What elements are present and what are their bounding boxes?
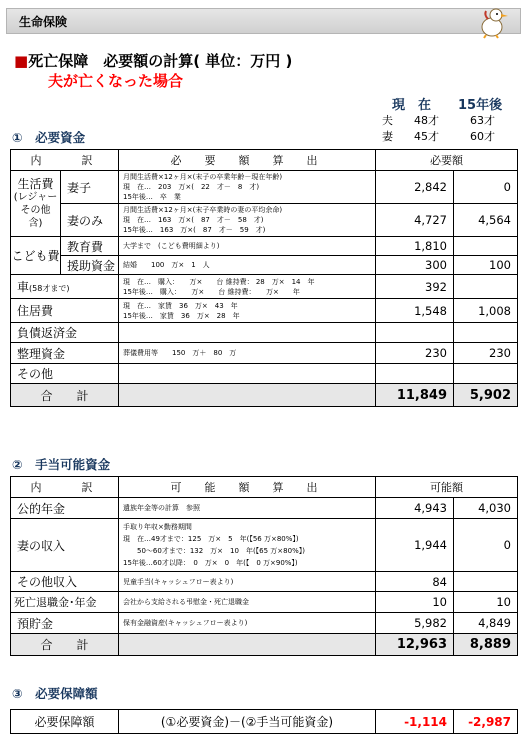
row-label: 妻の収入 xyxy=(11,519,119,572)
living-cost-label: 生活費 (レジャー その他 含) xyxy=(11,171,61,237)
section-required-funds-title: ① 必要資金 xyxy=(12,130,86,145)
row-15: 1,008 xyxy=(454,299,518,323)
total-row xyxy=(11,634,518,656)
row-calc: 葬儀費用等 150 万＋ 80 万 xyxy=(119,343,376,364)
column-now: 現 在 xyxy=(392,98,432,113)
head-item: 内 訳 xyxy=(11,150,119,171)
row-now: 1,548 xyxy=(376,299,454,323)
wife-label: 妻 xyxy=(382,130,393,143)
row-label: 妻子 xyxy=(61,171,119,204)
husband-age-15: 63才 xyxy=(470,114,495,127)
table-row xyxy=(11,204,518,237)
required-coverage-table xyxy=(10,709,518,734)
row-15: 4,849 xyxy=(454,613,518,634)
table-row xyxy=(11,592,518,613)
bird-mascot-icon xyxy=(470,5,514,39)
header-bar xyxy=(6,8,521,34)
header-title: 生命保険 xyxy=(19,15,68,29)
head-item: 内 訳 xyxy=(11,477,119,498)
total-label: 合 計 xyxy=(11,634,119,656)
row-15: 0 xyxy=(454,171,518,204)
table-row xyxy=(11,498,518,519)
head-amount: 可能額 xyxy=(376,477,518,498)
child-cost-label: こども費 xyxy=(11,237,61,275)
row-now: 4,943 xyxy=(376,498,454,519)
coverage-label: 必要保障額 xyxy=(11,710,119,734)
row-label: 妻のみ xyxy=(61,204,119,237)
table-row xyxy=(11,171,518,204)
table-row xyxy=(11,613,518,634)
row-calc: 月間生活費×12ヶ月×(末子卒業時の妻の平均余命) 現 在… 163 万×( 87 才－ 58 才) 15年後… 163 万×( 87 才－ 59 才) xyxy=(119,204,376,237)
row-label: その他収入 xyxy=(11,572,119,592)
total-row xyxy=(11,384,518,407)
row-15 xyxy=(454,275,518,299)
wife-age-15: 60才 xyxy=(470,130,495,143)
row-label: その他 xyxy=(11,364,119,384)
total-15: 5,902 xyxy=(454,384,518,407)
row-calc: 遺族年金等の計算 参照 xyxy=(119,498,376,519)
row-now: 1,810 xyxy=(376,237,454,256)
table-row xyxy=(11,237,518,256)
title-square-mark: ■ xyxy=(14,52,29,70)
row-label: 死亡退職金･年金 xyxy=(11,592,119,613)
page-subtitle: 夫が亡くなった場合 xyxy=(48,72,184,90)
row-15 xyxy=(454,572,518,592)
row-label: 教育費 xyxy=(61,237,119,256)
row-15: 10 xyxy=(454,592,518,613)
head-calc: 必 要 額 算 出 xyxy=(119,150,376,171)
row-now: 2,842 xyxy=(376,171,454,204)
row-calc: 結婚 100 万× 1 人 xyxy=(119,256,376,275)
row-label: 負債返済金 xyxy=(11,323,119,343)
section-required-coverage-title: ③ 必要保障額 xyxy=(12,686,98,701)
row-calc xyxy=(119,323,376,343)
page-title xyxy=(14,50,292,71)
table-row xyxy=(11,256,518,275)
section-available-funds-title: ② 手当可能資金 xyxy=(12,457,111,472)
row-calc: 大学まで (こども費明細より) xyxy=(119,237,376,256)
row-calc xyxy=(119,364,376,384)
row-label: 預貯金 xyxy=(11,613,119,634)
title-text: 死亡保障 必要額の計算( 単位：万円 ) xyxy=(28,52,293,70)
column-15-years: 15年後 xyxy=(458,98,503,113)
required-funds-table xyxy=(10,149,518,407)
row-15: 0 xyxy=(454,519,518,572)
total-15: 8,889 xyxy=(454,634,518,656)
row-15 xyxy=(454,237,518,256)
coverage-15: -2,987 xyxy=(454,710,518,734)
row-calc: 児童手当(キャッシュフロー表より) xyxy=(119,572,376,592)
table-row xyxy=(11,343,518,364)
table-row xyxy=(11,572,518,592)
coverage-now: -1,114 xyxy=(376,710,454,734)
table-row xyxy=(11,299,518,323)
table-row xyxy=(11,519,518,572)
husband-age-now: 48才 xyxy=(414,114,439,127)
total-label: 合 計 xyxy=(11,384,119,407)
row-15: 4,564 xyxy=(454,204,518,237)
head-amount: 必要額 xyxy=(376,150,518,171)
table-row xyxy=(11,323,518,343)
table-row xyxy=(11,275,518,299)
row-now: 392 xyxy=(376,275,454,299)
total-calc-empty xyxy=(119,634,376,656)
row-calc: 手取り年収×勤務期間 現 在…49才まで：125 万× 5 年(【56 万×80%】) 50～60才まで：132 万× 10 年(【65 万×80%】) 15年後…60才以降： 0 万× 0 年(【 0 万×90%】) xyxy=(119,519,376,572)
row-calc: 現 在… 購入： 万× 台 維持費： 28 万× 14 年 15年後… 購入： 万× 台 維持費： 万× 年 xyxy=(119,275,376,299)
row-15 xyxy=(454,364,518,384)
coverage-formula: (①必要資金)－(②手当可能資金) xyxy=(119,710,376,734)
row-15: 100 xyxy=(454,256,518,275)
head-calc: 可 能 額 算 出 xyxy=(119,477,376,498)
row-label: 公的年金 xyxy=(11,498,119,519)
row-label: 車(58才まで) xyxy=(11,275,119,299)
row-now: 84 xyxy=(376,572,454,592)
row-now xyxy=(376,364,454,384)
available-funds-table xyxy=(10,476,518,656)
table-row xyxy=(11,364,518,384)
row-label: 住居費 xyxy=(11,299,119,323)
total-now: 11,849 xyxy=(376,384,454,407)
row-label: 整理資金 xyxy=(11,343,119,364)
row-15: 230 xyxy=(454,343,518,364)
husband-label: 夫 xyxy=(382,114,393,127)
row-now: 10 xyxy=(376,592,454,613)
row-now: 5,982 xyxy=(376,613,454,634)
row-calc: 保有金融資産(キャッシュフロー表より) xyxy=(119,613,376,634)
row-now: 300 xyxy=(376,256,454,275)
row-now: 1,944 xyxy=(376,519,454,572)
row-now xyxy=(376,323,454,343)
row-calc: 会社から支給される弔慰金・死亡退職金 xyxy=(119,592,376,613)
row-now: 4,727 xyxy=(376,204,454,237)
row-now: 230 xyxy=(376,343,454,364)
row-15 xyxy=(454,323,518,343)
total-now: 12,963 xyxy=(376,634,454,656)
row-label: 援助資金 xyxy=(61,256,119,275)
total-calc-empty xyxy=(119,384,376,407)
row-15: 4,030 xyxy=(454,498,518,519)
wife-age-now: 45才 xyxy=(414,130,439,143)
row-calc: 月間生活費×12ヶ月×(末子の卒業年齢－現在年齢) 現 在… 203 万×( 22 才－ 8 才) 15年後… 卒 業 xyxy=(119,171,376,204)
row-calc: 現 在… 家賃 36 万× 43 年 15年後… 家賃 36 万× 28 年 xyxy=(119,299,376,323)
